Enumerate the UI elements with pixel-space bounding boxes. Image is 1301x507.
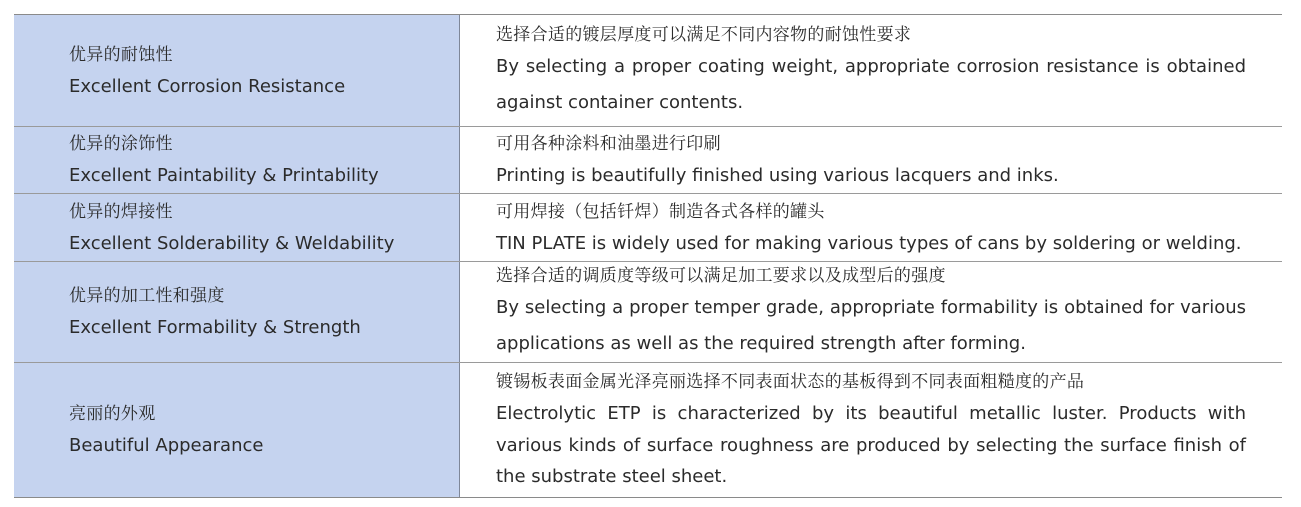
description-zh: 可用各种涂料和油墨进行印刷: [496, 134, 721, 154]
feature-title-zh: 优异的加工性和强度: [69, 286, 225, 306]
description-cell: [460, 194, 1282, 261]
table-row: [14, 362, 1282, 497]
description-en: By selecting a proper coating weight, appropriate corrosion resistance is obtained against container contents.: [496, 55, 1246, 113]
feature-cell: [14, 262, 460, 362]
description-en: By selecting a proper temper grade, appropriate formability is obtained for various applications as well as the required strength after forming.: [496, 297, 1246, 354]
description-zh: 选择合适的镀层厚度可以满足不同内容物的耐蚀性要求: [496, 24, 912, 45]
feature-title-zh: 亮丽的外观: [69, 404, 156, 424]
feature-title-zh: 优异的耐蚀性: [69, 44, 173, 65]
feature-cell: [14, 15, 460, 126]
feature-title-en: Excellent Formability & Strength: [69, 317, 361, 338]
table-row: [14, 126, 1282, 193]
feature-title-zh: 优异的涂饰性: [69, 134, 173, 154]
feature-cell: [14, 363, 460, 497]
feature-title-en: Excellent Solderability & Weldability: [69, 232, 395, 254]
description-cell: [460, 262, 1282, 362]
feature-cell: [14, 127, 460, 193]
feature-title-zh: 优异的焊接性: [69, 201, 173, 222]
description-cell: [460, 127, 1282, 193]
description-cell: [460, 15, 1282, 126]
description-en: Printing is beautifully finished using various lacquers and inks.: [496, 165, 1059, 186]
feature-title-en: Beautiful Appearance: [69, 435, 264, 456]
feature-title-en: Excellent Corrosion Resistance: [69, 75, 346, 97]
description-zh: 镀锡板表面金属光泽亮丽选择不同表面状态的基板得到不同表面粗糙度的产品: [496, 372, 1085, 393]
description-zh: 可用焊接（包括钎焊）制造各式各样的罐头: [496, 201, 825, 222]
description-zh: 选择合适的调质度等级可以满足加工要求以及成型后的强度: [496, 266, 946, 286]
description-cell: [460, 363, 1282, 497]
feature-title-en: Excellent Paintability & Printability: [69, 165, 379, 186]
table-row: [14, 15, 1282, 126]
description-en: Electrolytic ETP is characterized by its beautiful metallic luster. Products with various kinds of surface roughness are produced by selecting the surface finish of the substrate steel sheet.: [496, 403, 1246, 488]
feature-cell: [14, 194, 460, 261]
table-row: [14, 193, 1282, 261]
description-en: TIN PLATE is widely used for making various types of cans by soldering or welding.: [496, 232, 1242, 254]
features-table: [14, 14, 1282, 498]
table-row: [14, 261, 1282, 362]
